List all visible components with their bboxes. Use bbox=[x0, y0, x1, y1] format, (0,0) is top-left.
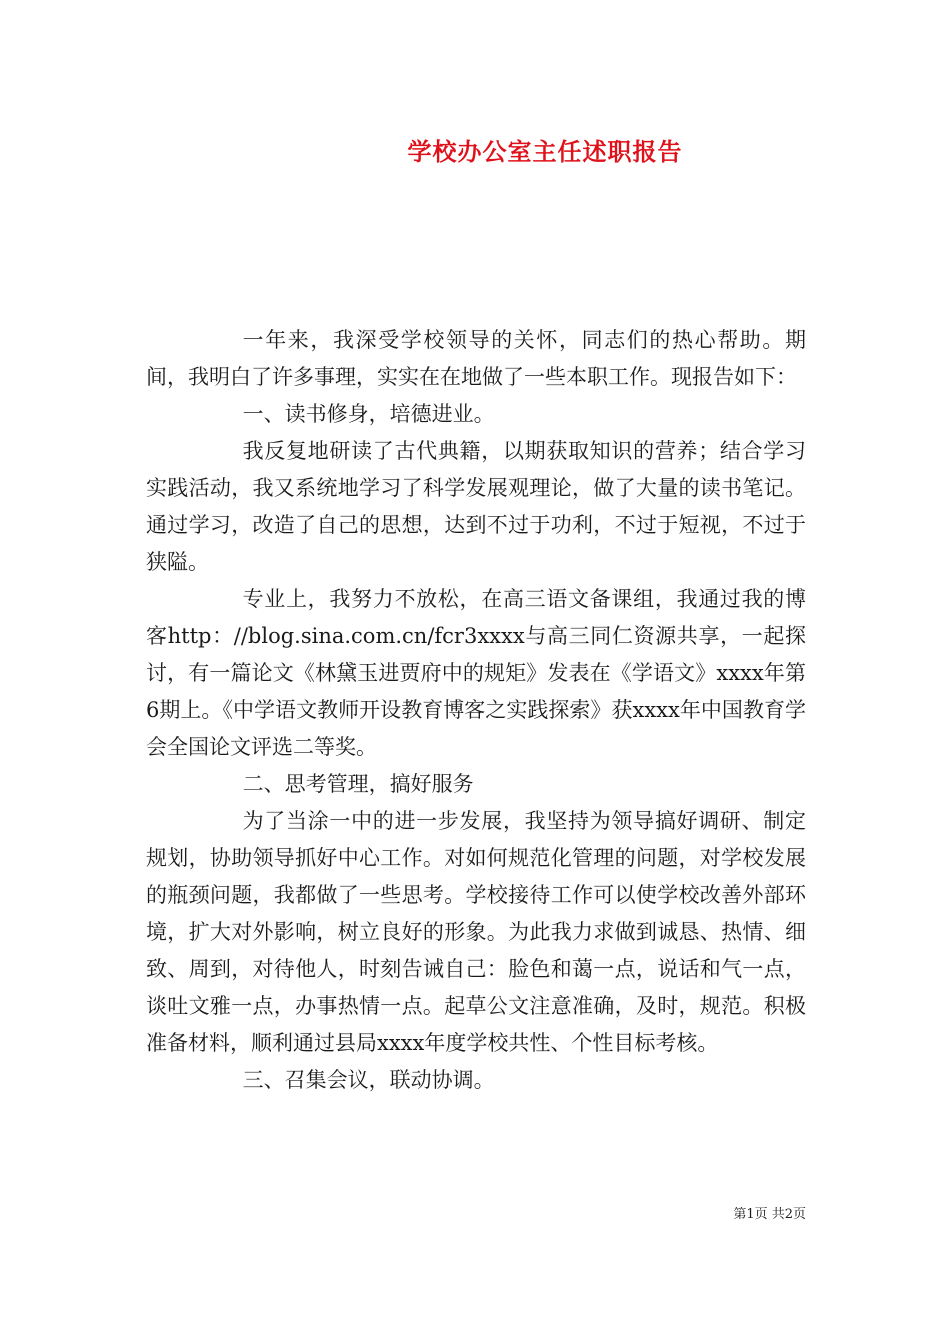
paragraph-intro: 一年来，我深受学校领导的关怀，同志们的热心帮助。期间，我明白了许多事理，实实在在地做了一些本职工作。现报告如下： bbox=[146, 328, 806, 389]
section-heading-1: 一、读书修身，培德进业。 bbox=[242, 402, 495, 426]
paragraph-management: 为了当涂一中的进一步发展，我坚持为领导搞好调研、制定规划，协助领导抓好中心工作。对如何规范化管理的问题，对学校发展的瓶颈问题，我都做了一些思考。学校接待工作可以使学校改善外部环境，扩大对外影响，树立良好的形象。为此我力求做到诚恳、热情、细致、周到，对待他人，时刻告诫自己：脸色和蔼一点，说话和气一点，谈吐文雅一点，办事热情一点。起草公文注意准确，及时，规范。积极准备材料，顺利通过县局xxxx年度学校共性、个性目标考核。 bbox=[146, 809, 806, 1055]
document-title: 学校办公室主任述职报告 bbox=[407, 137, 683, 166]
paragraph-professional: 专业上，我努力不放松，在高三语文备课组，我通过我的博客http：//blog.sina.com.cn/fcr3xxxx与高三同仁资源共享，一起探讨，有一篇论文《林黛玉进贾府中的规矩》发表在《学语文》xxxx年第6期上。《中学语文教师开设教育博客之实践探索》获xxxx年中国教育学会全国论文评选二等奖。 bbox=[146, 587, 806, 759]
document-body bbox=[146, 322, 806, 1099]
page-number-footer: 第1页 共2页 bbox=[733, 1207, 806, 1222]
paragraph-reading: 我反复地研读了古代典籍，以期获取知识的营养；结合学习实践活动，我又系统地学习了科学发展观理论，做了大量的读书笔记。通过学习，改造了自己的思想，达到不过于功利，不过于短视，不过于狭隘。 bbox=[146, 439, 806, 574]
section-heading-3: 三、召集会议，联动协调。 bbox=[242, 1068, 495, 1092]
section-heading-2: 二、思考管理，搞好服务 bbox=[242, 772, 474, 796]
